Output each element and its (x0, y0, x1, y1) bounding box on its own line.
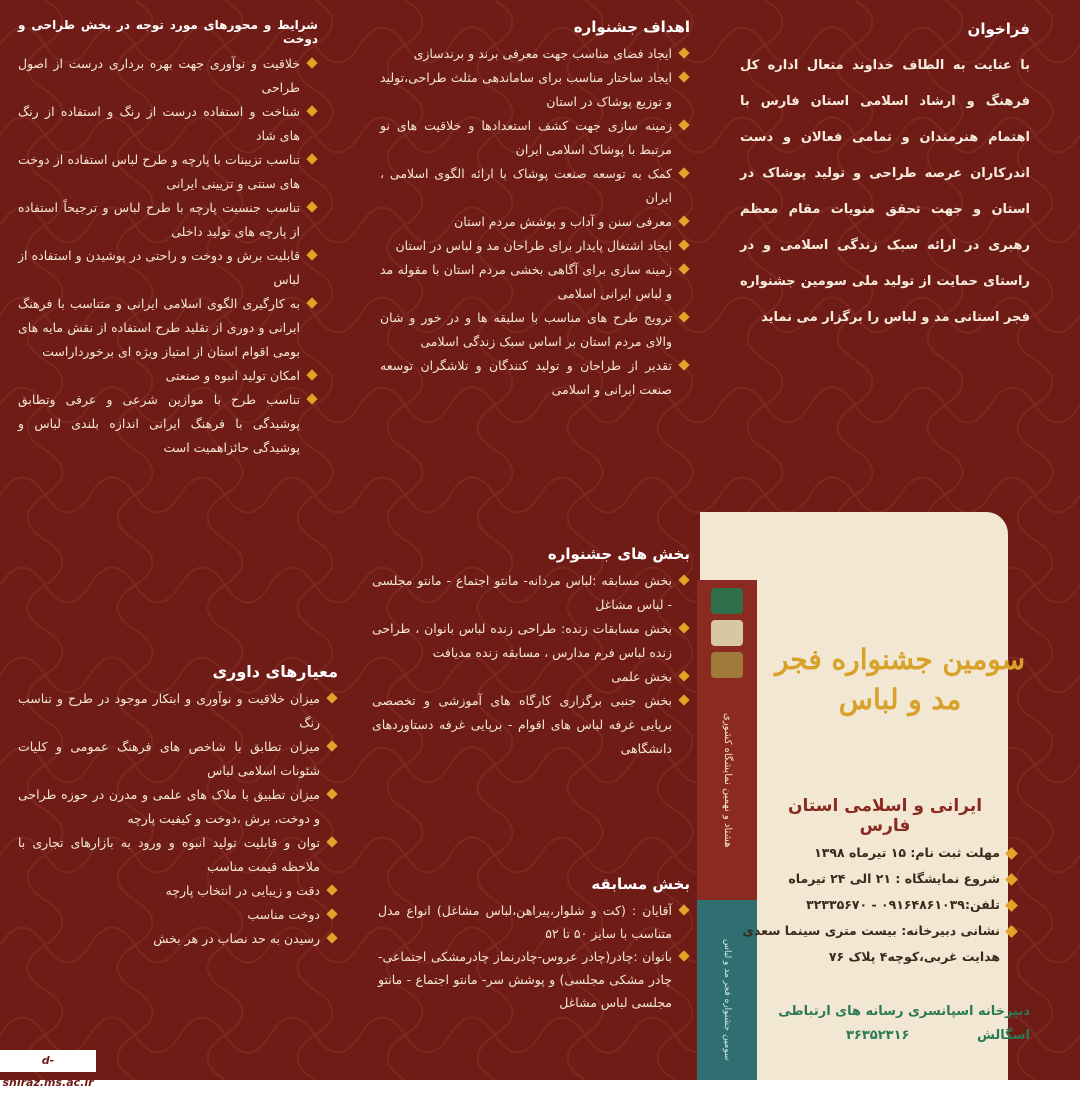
competition-item: آقایان : (کت و شلوار،پیراهن،لباس مشاغل) انواع مدل متناسب با سایز ۵۰ تا ۵۲ (378, 899, 690, 945)
diamond-bullet-icon (326, 884, 337, 895)
criteria-item: دقت و زیبایی در انتخاب پارچه (18, 879, 338, 903)
call-title: فراخوان (967, 20, 1030, 38)
competition-item: بانوان :چادر(چادر عروس-چادرنماز چادرمشکی اجتماعی-چادر مشکی مجلسی) و پوشش سر- مانتو اجتماع - مانتو مجلسی لباس مشاغل (378, 945, 690, 1014)
phone-row: تلفن:۰۹۱۶۴۸۶۱۰۳۹ - ۳۲۳۳۵۶۷۰ (740, 892, 1020, 918)
deadline-row: مهلت ثبت نام: ۱۵ تیرماه ۱۳۹۸ (740, 840, 1020, 866)
diamond-bullet-icon (1005, 899, 1018, 912)
info-block (740, 840, 1020, 970)
criteria-title: معیارهای داوری (212, 662, 338, 681)
goal-item: ایجاد فضای مناسب جهت معرفی برند و برندسازی (380, 42, 690, 66)
diamond-bullet-icon (326, 788, 337, 799)
address-row: نشانی دبیرخانه: بیست متری سینما سعدی هدایت غربی،کوچه۴ پلاک ۷۶ (740, 918, 1020, 970)
diamond-bullet-icon (678, 71, 689, 82)
condition-item: تناسب تزیینات با پارچه و طرح لباس استفاده از دوخت های سنتی و تزیینی ایرانی (18, 148, 318, 196)
diamond-bullet-icon (326, 740, 337, 751)
goals-section (380, 18, 690, 402)
festival-subtitle: ایرانی و اسلامی استان فارس (787, 796, 983, 836)
condition-item: امکان تولید انبوه و صنعتی (18, 364, 318, 388)
goal-item: تقدیر از طراحان و تولید کنندگان و تلاشگران توسعه صنعت ایرانی و اسلامی (380, 354, 690, 402)
diamond-bullet-icon (678, 119, 689, 130)
diamond-bullet-icon (678, 950, 689, 961)
diamond-bullet-icon (678, 167, 689, 178)
sections-section (372, 545, 690, 761)
goal-item: زمینه سازی برای آگاهی بخشی مردم استان با مقوله مد و لباس ایرانی اسلامی (380, 258, 690, 306)
strip-text-bottom: سومین جشنواره فجر مد و لباس (722, 939, 732, 1061)
goal-item: کمک به توسعه صنعت پوشاک با ارائه الگوی اسلامی ، ایران (380, 162, 690, 210)
diamond-bullet-icon (678, 574, 689, 585)
diamond-bullet-icon (306, 369, 317, 380)
diamond-bullet-icon (326, 836, 337, 847)
competition-section (378, 875, 690, 1014)
diamond-bullet-icon (306, 297, 317, 308)
criteria-section (18, 662, 338, 951)
section-item: بخش مسابقات زنده: طراحی زنده لباس بانوان ، طراحی زنده لباس فرم مدارس ، مسابقه زنده مدیافت (372, 617, 690, 665)
strip-text: هشتاد و نهمین نمایشگاه کشوری (722, 712, 733, 848)
diamond-bullet-icon (678, 622, 689, 633)
goal-item: معرفی سنن و آداب و پوشش مردم استان (380, 210, 690, 234)
section-item: بخش علمی (372, 665, 690, 689)
diamond-bullet-icon (678, 47, 689, 58)
secretariat-block (760, 1000, 1030, 1048)
condition-item: تناسب جنسیت پارچه با طرح لباس و ترجیحاً استفاده از پارچه های تولید داخلی (18, 196, 318, 244)
conditions-section (18, 18, 318, 460)
ministry-logo-icon (711, 588, 743, 614)
diamond-bullet-icon (1005, 873, 1018, 886)
condition-item: به کارگیری الگوی اسلامی ایرانی و متناسب با فرهنگ ایرانی و دوری از تقلید طرح استفاده از نقش مایه های بومی اقوام استان از امتیاز ویژه ای برخورداراست (18, 292, 318, 364)
diamond-bullet-icon (678, 311, 689, 322)
goal-item: ترویج طرح های مناسب با سلیقه ها و در خور و شان والای مردم استان بر اساس سبک زندگی اسلامی (380, 306, 690, 354)
diamond-bullet-icon (306, 393, 317, 404)
competition-title: بخش مسابقه (591, 875, 690, 893)
condition-item: شناخت و استفاده درست از رنگ و استفاده از رنگ های شاد (18, 100, 318, 148)
conditions-title: شرایط و محورهای مورد توجه در بخش طراحی و دوخت (18, 18, 318, 46)
secretariat-text: دبیرخانه اسپانسری رسانه های ارتباطی اسگالش (778, 1004, 1030, 1043)
call-section (740, 20, 1030, 336)
festival-title: سومین جشنواره فجر مد و لباس (774, 643, 1026, 716)
diamond-bullet-icon (306, 105, 317, 116)
diamond-bullet-icon (326, 692, 337, 703)
diamond-bullet-icon (306, 153, 317, 164)
diamond-bullet-icon (678, 263, 689, 274)
diamond-bullet-icon (326, 932, 337, 943)
sponsor-strip (697, 580, 757, 1080)
criteria-item: میزان تطبیق با ملاک های علمی و مدرن در حوزه طراحی و دوخت، برش ،دوخت و کیفیت پارچه (18, 783, 338, 831)
diamond-bullet-icon (678, 239, 689, 250)
diamond-bullet-icon (306, 57, 317, 68)
diamond-bullet-icon (678, 694, 689, 705)
diamond-bullet-icon (306, 201, 317, 212)
diamond-bullet-icon (678, 215, 689, 226)
call-paragraph: با عنایت به الطاف خداوند متعال اداره کل فرهنگ و ارشاد اسلامی استان فارس با اهتمام هنرمندان و تمامی فعالان و دست اندرکاران عرصه طراحی و تولید پوشاک در استان و جهت تحقق منویات مقام معظم رهبری در ارائه سبک زندگی اسلامی و در راستای حمایت از تولید ملی سومین جشنواره فجر استانی مد و لباس را برگزار می نماید (740, 58, 1030, 325)
condition-item: خلاقیت و نوآوری جهت بهره برداری درست از اصول طراحی (18, 52, 318, 100)
sections-title: بخش های جشنواره (547, 545, 690, 563)
section-item: بخش مسابقه :لباس مردانه- مانتو اجتماع - مانتو مجلسی - لباس مشاغل (372, 569, 690, 617)
goal-item: زمینه سازی جهت کشف استعدادها و خلاقیت های نو مرتبط با پوشاک اسلامی ایران (380, 114, 690, 162)
goal-item: ایجاد اشتغال پایدار برای طراحان مد و لباس در استان (380, 234, 690, 258)
criteria-item: رسیدن به حد نصاب در هر بخش (18, 927, 338, 951)
criteria-item: توان و قابلیت تولید انبوه و ورود به بازارهای تجاری با ملاحظه قیمت مناسب (18, 831, 338, 879)
site-watermark: d-shiraz.ms.ac.ir (0, 1050, 96, 1072)
criteria-item: میزان تطابق با شاخص های فرهنگ عمومی و کلیات شئونات اسلامی لباس (18, 735, 338, 783)
diamond-bullet-icon (306, 249, 317, 260)
exhibition-start-row: شروع نمایشگاه : ۲۱ الی ۲۴ تیرماه (740, 866, 1020, 892)
criteria-item: میزان خلاقیت و نوآوری و ابتکار موجود در طرح و تناسب رنگ (18, 687, 338, 735)
secretariat-phone: ۳۶۳۵۲۳۱۶ (846, 1028, 910, 1043)
diamond-bullet-icon (1005, 847, 1018, 860)
barcode-logo-icon (711, 652, 743, 678)
section-item: بخش جنبی برگزاری کارگاه های آموزشی و تخصصی برپایی غرفه لباس های اقوام - برپایی غرفه دستاوردهای دانشگاهی (372, 689, 690, 761)
goals-title: اهداف جشنواره (573, 18, 690, 36)
organization-logo-icon (711, 620, 743, 646)
diamond-bullet-icon (678, 359, 689, 370)
condition-item: تناسب طرح با موازین شرعی و عرفی وتطابق پوشیدگی با فرهنگ ایرانی اندازه بلندی لباس و پوشیدگی حائزاهمیت است (18, 388, 318, 460)
criteria-item: دوخت مناسب (18, 903, 338, 927)
diamond-bullet-icon (326, 908, 337, 919)
goal-item: ایجاد ساختار مناسب برای ساماندهی مثلث طراحی،تولید و توزیع پوشاک در استان (380, 66, 690, 114)
condition-item: قابلیت برش و دوخت و راحتی در پوشیدن و استفاده از لباس (18, 244, 318, 292)
diamond-bullet-icon (1005, 925, 1018, 938)
diamond-bullet-icon (678, 670, 689, 681)
diamond-bullet-icon (678, 904, 689, 915)
